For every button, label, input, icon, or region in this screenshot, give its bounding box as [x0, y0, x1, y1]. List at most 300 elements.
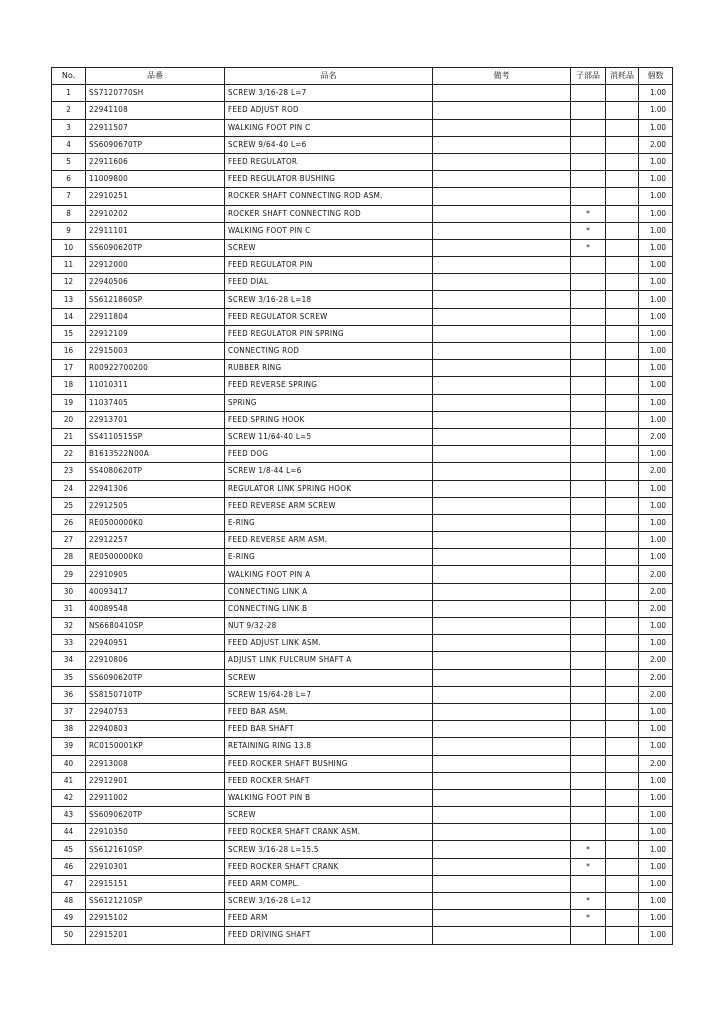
part-number: SS6090620TP — [86, 669, 225, 686]
quantity: 1.00 — [639, 394, 673, 411]
quantity: 2.00 — [639, 583, 673, 600]
table-row — [52, 480, 673, 497]
consumable-mark — [606, 789, 639, 806]
remarks-cell — [433, 824, 571, 841]
part-name: SCREW 9/64-40 L=6 — [225, 136, 433, 153]
remarks-cell — [433, 755, 571, 772]
table-row — [52, 789, 673, 806]
part-name: FEED DIAL — [225, 274, 433, 291]
part-name: FEED REGULATOR BUSHING — [225, 171, 433, 188]
quantity: 1.00 — [639, 377, 673, 394]
part-number: NS6680410SP — [86, 618, 225, 635]
sub-part-mark — [571, 343, 606, 360]
remarks-cell — [433, 291, 571, 308]
header-sub-part: 子部品 — [571, 68, 606, 85]
part-name: E-RING — [225, 514, 433, 531]
table-row — [52, 532, 673, 549]
part-number: 40089548 — [86, 600, 225, 617]
row-number: 31 — [52, 600, 86, 617]
sub-part-mark: * — [571, 222, 606, 239]
remarks-cell — [433, 618, 571, 635]
part-name: FEED DRIVING SHAFT — [225, 927, 433, 944]
quantity: 1.00 — [639, 343, 673, 360]
part-number: 22912000 — [86, 257, 225, 274]
remarks-cell — [433, 669, 571, 686]
part-name: WALKING FOOT PIN C — [225, 119, 433, 136]
table-row — [52, 910, 673, 927]
remarks-cell — [433, 274, 571, 291]
row-number: 9 — [52, 222, 86, 239]
quantity: 2.00 — [639, 755, 673, 772]
row-number: 40 — [52, 755, 86, 772]
quantity: 1.00 — [639, 274, 673, 291]
row-number: 6 — [52, 171, 86, 188]
remarks-cell — [433, 566, 571, 583]
part-number: B1613522N00A — [86, 446, 225, 463]
sub-part-mark — [571, 480, 606, 497]
header-no: No. — [52, 68, 86, 85]
quantity: 1.00 — [639, 205, 673, 222]
part-number: 22915201 — [86, 927, 225, 944]
remarks-cell — [433, 239, 571, 256]
quantity: 2.00 — [639, 686, 673, 703]
quantity: 1.00 — [639, 188, 673, 205]
table-row — [52, 119, 673, 136]
consumable-mark — [606, 343, 639, 360]
sub-part-mark — [571, 807, 606, 824]
part-name: FEED ROCKER SHAFT CRANK ASM. — [225, 824, 433, 841]
quantity: 1.00 — [639, 446, 673, 463]
row-number: 35 — [52, 669, 86, 686]
sub-part-mark — [571, 325, 606, 342]
row-number: 14 — [52, 308, 86, 325]
row-number: 13 — [52, 291, 86, 308]
consumable-mark — [606, 549, 639, 566]
quantity: 1.00 — [639, 858, 673, 875]
quantity: 1.00 — [639, 119, 673, 136]
sub-part-mark — [571, 635, 606, 652]
remarks-cell — [433, 360, 571, 377]
part-name: FEED REVERSE ARM SCREW — [225, 497, 433, 514]
row-number: 1 — [52, 85, 86, 102]
row-number: 46 — [52, 858, 86, 875]
sub-part-mark — [571, 257, 606, 274]
sub-part-mark — [571, 394, 606, 411]
remarks-cell — [433, 807, 571, 824]
sub-part-mark — [571, 652, 606, 669]
row-number: 32 — [52, 618, 86, 635]
quantity: 1.00 — [639, 222, 673, 239]
consumable-mark — [606, 222, 639, 239]
part-number: 22915151 — [86, 875, 225, 892]
part-name: E-RING — [225, 549, 433, 566]
sub-part-mark — [571, 360, 606, 377]
table-row — [52, 497, 673, 514]
quantity: 2.00 — [639, 669, 673, 686]
part-number: SS4080620TP — [86, 463, 225, 480]
part-name: FEED REGULATOR PIN SPRING — [225, 325, 433, 342]
consumable-mark — [606, 669, 639, 686]
consumable-mark — [606, 618, 639, 635]
remarks-cell — [433, 875, 571, 892]
part-name: SCREW — [225, 239, 433, 256]
sub-part-mark: * — [571, 239, 606, 256]
remarks-cell — [433, 171, 571, 188]
part-name: FEED BAR SHAFT — [225, 721, 433, 738]
quantity: 2.00 — [639, 600, 673, 617]
sub-part-mark — [571, 600, 606, 617]
part-number: 11009800 — [86, 171, 225, 188]
table-row — [52, 394, 673, 411]
part-name: FEED REVERSE ARM ASM. — [225, 532, 433, 549]
remarks-cell — [433, 583, 571, 600]
row-number: 24 — [52, 480, 86, 497]
consumable-mark — [606, 119, 639, 136]
row-number: 29 — [52, 566, 86, 583]
sub-part-mark — [571, 532, 606, 549]
row-number: 22 — [52, 446, 86, 463]
row-number: 25 — [52, 497, 86, 514]
quantity: 1.00 — [639, 360, 673, 377]
row-number: 3 — [52, 119, 86, 136]
row-number: 15 — [52, 325, 86, 342]
part-number: SS6090670TP — [86, 136, 225, 153]
quantity: 1.00 — [639, 635, 673, 652]
consumable-mark — [606, 927, 639, 944]
consumable-mark — [606, 480, 639, 497]
consumable-mark — [606, 325, 639, 342]
part-name: SCREW — [225, 807, 433, 824]
part-name: REGULATOR LINK SPRING HOOK — [225, 480, 433, 497]
quantity: 1.00 — [639, 807, 673, 824]
remarks-cell — [433, 411, 571, 428]
remarks-cell — [433, 119, 571, 136]
remarks-cell — [433, 343, 571, 360]
remarks-cell — [433, 480, 571, 497]
quantity: 1.00 — [639, 910, 673, 927]
consumable-mark — [606, 532, 639, 549]
part-number: 22911606 — [86, 153, 225, 170]
remarks-cell — [433, 738, 571, 755]
part-name: FEED ARM COMPL. — [225, 875, 433, 892]
remarks-cell — [433, 858, 571, 875]
table-row — [52, 514, 673, 531]
part-number: SS7120770SH — [86, 85, 225, 102]
part-name: FEED ADJUST LINK ASM. — [225, 635, 433, 652]
part-number: 22940803 — [86, 721, 225, 738]
quantity: 2.00 — [639, 136, 673, 153]
part-number: SS8150710TP — [86, 686, 225, 703]
remarks-cell — [433, 463, 571, 480]
remarks-cell — [433, 102, 571, 119]
row-number: 5 — [52, 153, 86, 170]
remarks-cell — [433, 153, 571, 170]
part-name: WALKING FOOT PIN A — [225, 566, 433, 583]
consumable-mark — [606, 360, 639, 377]
consumable-mark — [606, 171, 639, 188]
consumable-mark — [606, 514, 639, 531]
remarks-cell — [433, 532, 571, 549]
row-number: 8 — [52, 205, 86, 222]
sub-part-mark: * — [571, 205, 606, 222]
row-number: 18 — [52, 377, 86, 394]
table-row — [52, 703, 673, 720]
part-name: SCREW 3/16-28 L=12 — [225, 893, 433, 910]
quantity: 1.00 — [639, 875, 673, 892]
remarks-cell — [433, 514, 571, 531]
consumable-mark — [606, 308, 639, 325]
table-row — [52, 858, 673, 875]
quantity: 2.00 — [639, 428, 673, 445]
consumable-mark — [606, 858, 639, 875]
table-row — [52, 824, 673, 841]
sub-part-mark: * — [571, 841, 606, 858]
header-name: 品名 — [225, 68, 433, 85]
part-name: NUT 9/32-28 — [225, 618, 433, 635]
remarks-cell — [433, 377, 571, 394]
row-number: 37 — [52, 703, 86, 720]
sub-part-mark — [571, 789, 606, 806]
consumable-mark — [606, 635, 639, 652]
part-number: 22911804 — [86, 308, 225, 325]
row-number: 34 — [52, 652, 86, 669]
part-name: RUBBER RING — [225, 360, 433, 377]
table-row — [52, 274, 673, 291]
quantity: 1.00 — [639, 789, 673, 806]
row-number: 38 — [52, 721, 86, 738]
part-number: SS6121860SP — [86, 291, 225, 308]
table-row — [52, 566, 673, 583]
sub-part-mark — [571, 153, 606, 170]
row-number: 44 — [52, 824, 86, 841]
table-row — [52, 222, 673, 239]
row-number: 36 — [52, 686, 86, 703]
consumable-mark — [606, 652, 639, 669]
consumable-mark — [606, 772, 639, 789]
sub-part-mark — [571, 102, 606, 119]
sub-part-mark — [571, 291, 606, 308]
part-number: 22915102 — [86, 910, 225, 927]
part-number: SS6090620TP — [86, 239, 225, 256]
parts-list-table — [51, 67, 673, 945]
consumable-mark — [606, 239, 639, 256]
part-name: SCREW 3/16-28 L=15.5 — [225, 841, 433, 858]
consumable-mark — [606, 291, 639, 308]
remarks-cell — [433, 85, 571, 102]
consumable-mark — [606, 102, 639, 119]
part-name: SCREW 3/16-28 L=7 — [225, 85, 433, 102]
row-number: 23 — [52, 463, 86, 480]
part-number: 22910905 — [86, 566, 225, 583]
part-number: 22911002 — [86, 789, 225, 806]
part-name: ADJUST LINK FULCRUM SHAFT A — [225, 652, 433, 669]
table-row — [52, 257, 673, 274]
remarks-cell — [433, 600, 571, 617]
part-number: 22912505 — [86, 497, 225, 514]
table-row — [52, 549, 673, 566]
part-number: SS6121610SP — [86, 841, 225, 858]
table-row — [52, 583, 673, 600]
table-row — [52, 308, 673, 325]
table-row — [52, 600, 673, 617]
part-name: FEED DOG — [225, 446, 433, 463]
header-consumable: 消耗品 — [606, 68, 639, 85]
remarks-cell — [433, 927, 571, 944]
quantity: 1.00 — [639, 291, 673, 308]
part-number: 22940951 — [86, 635, 225, 652]
table-row — [52, 153, 673, 170]
sub-part-mark — [571, 308, 606, 325]
row-number: 11 — [52, 257, 86, 274]
part-number: R00922700200 — [86, 360, 225, 377]
part-name: FEED ADJUST ROD — [225, 102, 433, 119]
table-row — [52, 927, 673, 944]
quantity: 1.00 — [639, 618, 673, 635]
part-number: SS6121210SP — [86, 893, 225, 910]
row-number: 41 — [52, 772, 86, 789]
part-number: 22910251 — [86, 188, 225, 205]
consumable-mark — [606, 755, 639, 772]
header-part-no: 品番 — [86, 68, 225, 85]
part-name: FEED REGULATOR PIN — [225, 257, 433, 274]
part-number: 22912109 — [86, 325, 225, 342]
sub-part-mark — [571, 755, 606, 772]
quantity: 1.00 — [639, 703, 673, 720]
quantity: 1.00 — [639, 497, 673, 514]
consumable-mark — [606, 377, 639, 394]
part-name: FEED ARM — [225, 910, 433, 927]
consumable-mark — [606, 600, 639, 617]
table-row — [52, 136, 673, 153]
table-row — [52, 102, 673, 119]
row-number: 20 — [52, 411, 86, 428]
part-number: 22913008 — [86, 755, 225, 772]
remarks-cell — [433, 789, 571, 806]
part-name: FEED REGULATOR — [225, 153, 433, 170]
row-number: 10 — [52, 239, 86, 256]
part-number: SS6090620TP — [86, 807, 225, 824]
sub-part-mark — [571, 618, 606, 635]
part-number: 40093417 — [86, 583, 225, 600]
table-row — [52, 721, 673, 738]
row-number: 47 — [52, 875, 86, 892]
quantity: 1.00 — [639, 841, 673, 858]
part-name: FEED ROCKER SHAFT BUSHING — [225, 755, 433, 772]
remarks-cell — [433, 325, 571, 342]
sub-part-mark: * — [571, 858, 606, 875]
sub-part-mark — [571, 428, 606, 445]
part-name: CONNECTING LINK B — [225, 600, 433, 617]
consumable-mark — [606, 910, 639, 927]
sub-part-mark — [571, 738, 606, 755]
table-row — [52, 893, 673, 910]
table-row — [52, 360, 673, 377]
quantity: 1.00 — [639, 308, 673, 325]
part-name: FEED SPRING HOOK — [225, 411, 433, 428]
quantity: 1.00 — [639, 772, 673, 789]
sub-part-mark — [571, 463, 606, 480]
table-row — [52, 446, 673, 463]
row-number: 26 — [52, 514, 86, 531]
remarks-cell — [433, 308, 571, 325]
remarks-cell — [433, 136, 571, 153]
row-number: 28 — [52, 549, 86, 566]
table-body — [52, 85, 673, 944]
row-number: 21 — [52, 428, 86, 445]
part-number: 22911101 — [86, 222, 225, 239]
remarks-cell — [433, 205, 571, 222]
table-row — [52, 652, 673, 669]
sub-part-mark — [571, 411, 606, 428]
sub-part-mark: * — [571, 893, 606, 910]
part-number: 11010311 — [86, 377, 225, 394]
remarks-cell — [433, 549, 571, 566]
sub-part-mark — [571, 497, 606, 514]
sub-part-mark — [571, 875, 606, 892]
part-number: RC0150001KP — [86, 738, 225, 755]
part-name: SCREW 15/64-28 L=7 — [225, 686, 433, 703]
table-row — [52, 171, 673, 188]
quantity: 1.00 — [639, 532, 673, 549]
sub-part-mark — [571, 188, 606, 205]
header-qty: 個数 — [639, 68, 673, 85]
consumable-mark — [606, 824, 639, 841]
consumable-mark — [606, 463, 639, 480]
quantity: 2.00 — [639, 463, 673, 480]
remarks-cell — [433, 686, 571, 703]
table-row — [52, 841, 673, 858]
remarks-cell — [433, 188, 571, 205]
table-row — [52, 807, 673, 824]
sub-part-mark — [571, 703, 606, 720]
part-number: RE0500000K0 — [86, 549, 225, 566]
consumable-mark — [606, 428, 639, 445]
row-number: 17 — [52, 360, 86, 377]
part-number: 22940506 — [86, 274, 225, 291]
table-row — [52, 875, 673, 892]
consumable-mark — [606, 807, 639, 824]
part-number: 22941108 — [86, 102, 225, 119]
table-header-row — [52, 68, 673, 85]
sub-part-mark — [571, 119, 606, 136]
consumable-mark — [606, 893, 639, 910]
row-number: 27 — [52, 532, 86, 549]
table-row — [52, 428, 673, 445]
remarks-cell — [433, 257, 571, 274]
quantity: 1.00 — [639, 721, 673, 738]
consumable-mark — [606, 875, 639, 892]
consumable-mark — [606, 188, 639, 205]
table-row — [52, 738, 673, 755]
remarks-cell — [433, 428, 571, 445]
consumable-mark — [606, 205, 639, 222]
table-row — [52, 463, 673, 480]
row-number: 16 — [52, 343, 86, 360]
sub-part-mark — [571, 583, 606, 600]
part-number: 22910350 — [86, 824, 225, 841]
sub-part-mark — [571, 274, 606, 291]
sub-part-mark — [571, 514, 606, 531]
sub-part-mark: * — [571, 910, 606, 927]
part-number: 22910806 — [86, 652, 225, 669]
remarks-cell — [433, 635, 571, 652]
part-number: 22912257 — [86, 532, 225, 549]
part-name: FEED BAR ASM. — [225, 703, 433, 720]
part-number: 22911507 — [86, 119, 225, 136]
part-number: 22941306 — [86, 480, 225, 497]
remarks-cell — [433, 772, 571, 789]
part-name: ROCKER SHAFT CONNECTING ROD — [225, 205, 433, 222]
